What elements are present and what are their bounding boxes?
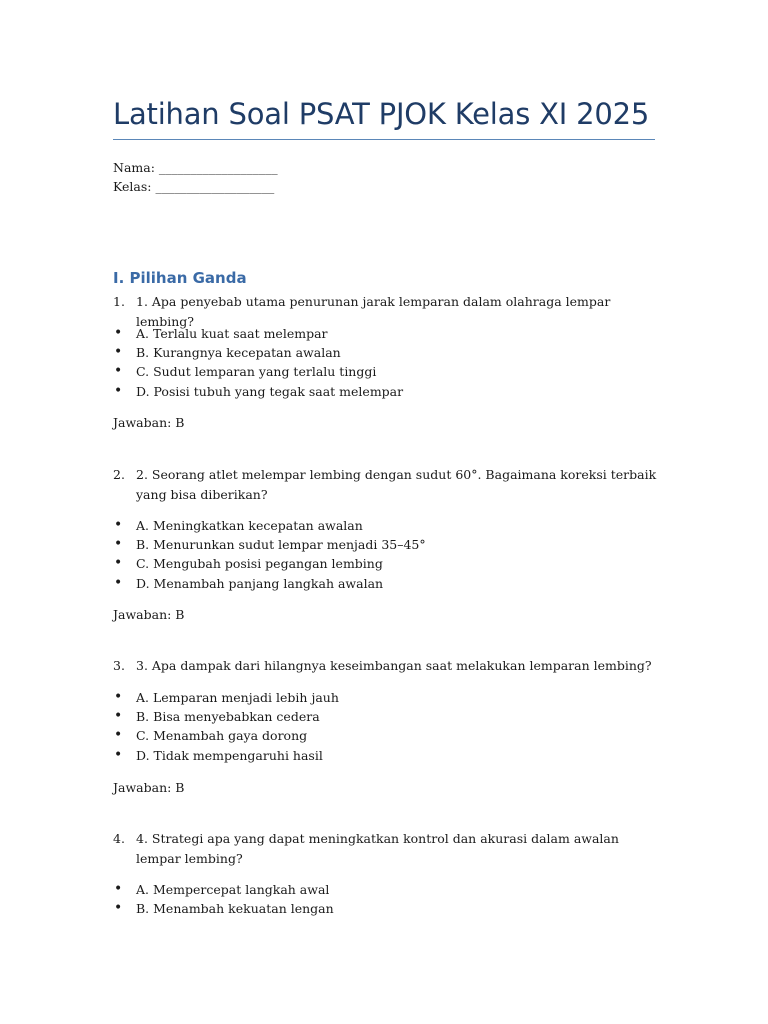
option-item (113, 880, 658, 899)
question-2-options (113, 516, 658, 593)
answer-2: Jawaban: B (113, 607, 185, 622)
bullet-icon: • (114, 344, 123, 361)
option-text: D. Tidak mempengaruhi hasil (136, 747, 323, 763)
option-item (113, 554, 658, 573)
bullet-icon: • (114, 689, 123, 705)
option-text: A. Mempercepat langkah awal (136, 882, 330, 897)
bullet-icon: • (114, 555, 123, 572)
option-item (113, 726, 658, 745)
document-title: Latihan Soal PSAT PJOK Kelas XI 2025 (113, 97, 650, 131)
option-text: D. Menambah panjang langkah awalan (136, 575, 384, 591)
option-item (113, 535, 658, 554)
option-item (113, 324, 658, 343)
bullet-icon: • (114, 363, 123, 380)
answer-3: Jawaban: B (113, 780, 185, 795)
bullet-icon: • (114, 708, 123, 725)
option-text: C. Mengubah posisi pegangan lembing (136, 556, 383, 572)
option-item (113, 899, 658, 918)
bullet-icon: • (114, 325, 123, 341)
question-4 (113, 829, 658, 869)
bullet-icon: • (114, 727, 123, 744)
section-heading: I. Pilihan Ganda (113, 269, 247, 287)
option-item (113, 343, 658, 362)
option-text: D. Posisi tubuh yang tegak saat melempar (136, 383, 404, 399)
bullet-icon: • (114, 881, 123, 897)
option-item (113, 746, 658, 765)
question-text: 2. Seorang atlet melempar lembing dengan sudut 60°. Bagaimana koreksi terbaik yang bisa diberikan? (136, 467, 657, 502)
bullet-icon: • (114, 536, 123, 553)
bullet-icon: • (114, 574, 123, 591)
name-field: Nama: ___________________ (113, 160, 278, 175)
question-text: 4. Strategi apa yang dapat meningkatkan kontrol dan akurasi dalam awalan lempar lembing? (136, 831, 619, 866)
option-item (113, 574, 658, 593)
question-3 (113, 656, 658, 676)
option-text: B. Menambah kekuatan lengan (136, 901, 334, 917)
option-item (113, 516, 658, 535)
option-text: C. Menambah gaya dorong (136, 728, 308, 744)
bullet-icon: • (114, 517, 123, 533)
question-text: 1. Apa penyebab utama penurunan jarak lemparan dalam olahraga lempar lembing? (136, 294, 611, 329)
question-number: 3. (113, 658, 125, 673)
option-item (113, 362, 658, 381)
question-number: 4. (113, 831, 125, 846)
bullet-icon: • (114, 900, 123, 917)
option-item (113, 382, 658, 401)
option-item (113, 688, 658, 707)
option-text: A. Lemparan menjadi lebih jauh (136, 690, 339, 705)
question-number: 2. (113, 467, 125, 482)
bullet-icon: • (114, 382, 123, 399)
question-1-options (113, 324, 658, 401)
option-text: A. Meningkatkan kecepatan awalan (136, 518, 363, 533)
title-underline (113, 139, 655, 140)
option-item (113, 707, 658, 726)
option-text: A. Terlalu kuat saat melempar (136, 326, 328, 341)
option-text: B. Menurunkan sudut lempar menjadi 35–45° (136, 537, 426, 553)
option-text: B. Bisa menyebabkan cedera (136, 709, 320, 725)
bullet-icon: • (114, 746, 123, 763)
class-field: Kelas: ___________________ (113, 179, 275, 194)
question-number: 1. (113, 294, 125, 309)
question-text: 3. Apa dampak dari hilangnya keseimbangan saat melakukan lemparan lembing? (136, 658, 652, 673)
answer-1: Jawaban: B (113, 415, 185, 430)
option-text: B. Kurangnya kecepatan awalan (136, 345, 341, 361)
question-2 (113, 465, 658, 505)
option-text: C. Sudut lemparan yang terlalu tinggi (136, 364, 377, 380)
question-3-options (113, 688, 658, 765)
question-4-options (113, 880, 658, 918)
